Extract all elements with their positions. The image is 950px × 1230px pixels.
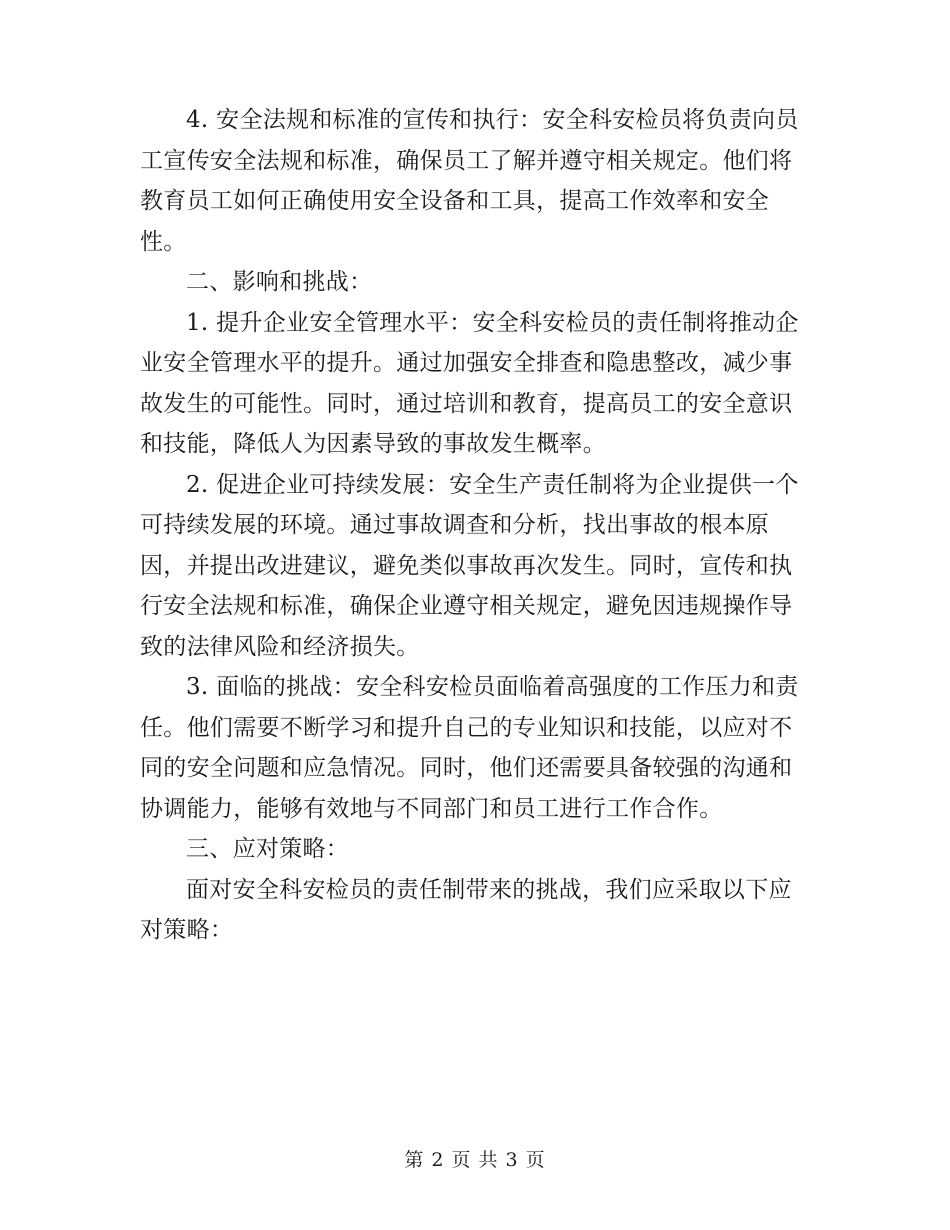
section-heading-strategies: 三、应对策略： [186,836,350,862]
page-footer [0,1146,950,1174]
document-body [140,100,810,951]
paragraph-item-4-regulations: 4. 安全法规和标准的宣传和执行：安全科安检员将负责向员工宣传安全法规和标准，确保员工了解并遵守相关规定。他们将教育员工如何正确使用安全设备和工具，提高工作效率和安全性。 [140,107,799,255]
paragraph-item-2-sustainable: 2. 促进企业可持续发展：安全生产责任制将为企业提供一个可持续发展的环境。通过事故调查和分析，找出事故的根本原因，并提出改进建议，避免类似事故再次发生。同时，宣传和执行安全法规和标准，确保企业遵守相关规定，避免因违规操作导致的法律风险和经济损失。 [140,471,799,660]
paragraph-strategies-intro: 面对安全科安检员的责任制带来的挑战，我们应采取以下应对策略： [140,876,792,943]
paragraph-item-3-challenges: 3. 面临的挑战：安全科安检员面临着高强度的工作压力和责任。他们需要不断学习和提升自己的专业知识和技能，以应对不同的安全问题和应急情况。同时，他们还需要具备较强的沟通和协调能力，能够有效地与不同部门和员工进行工作合作。 [140,674,799,822]
paragraph-item-1-management: 1. 提升企业安全管理水平：安全科安检员的责任制将推动企业安全管理水平的提升。通过加强安全排查和隐患整改，减少事故发生的可能性。同时，通过培训和教育，提高员工的安全意识和技能，降低人为因素导致的事故发生概率。 [140,309,799,457]
page-number-label: 第 2 页 共 3 页 [404,1149,546,1171]
section-heading-impact-challenges: 二、影响和挑战： [186,269,373,295]
